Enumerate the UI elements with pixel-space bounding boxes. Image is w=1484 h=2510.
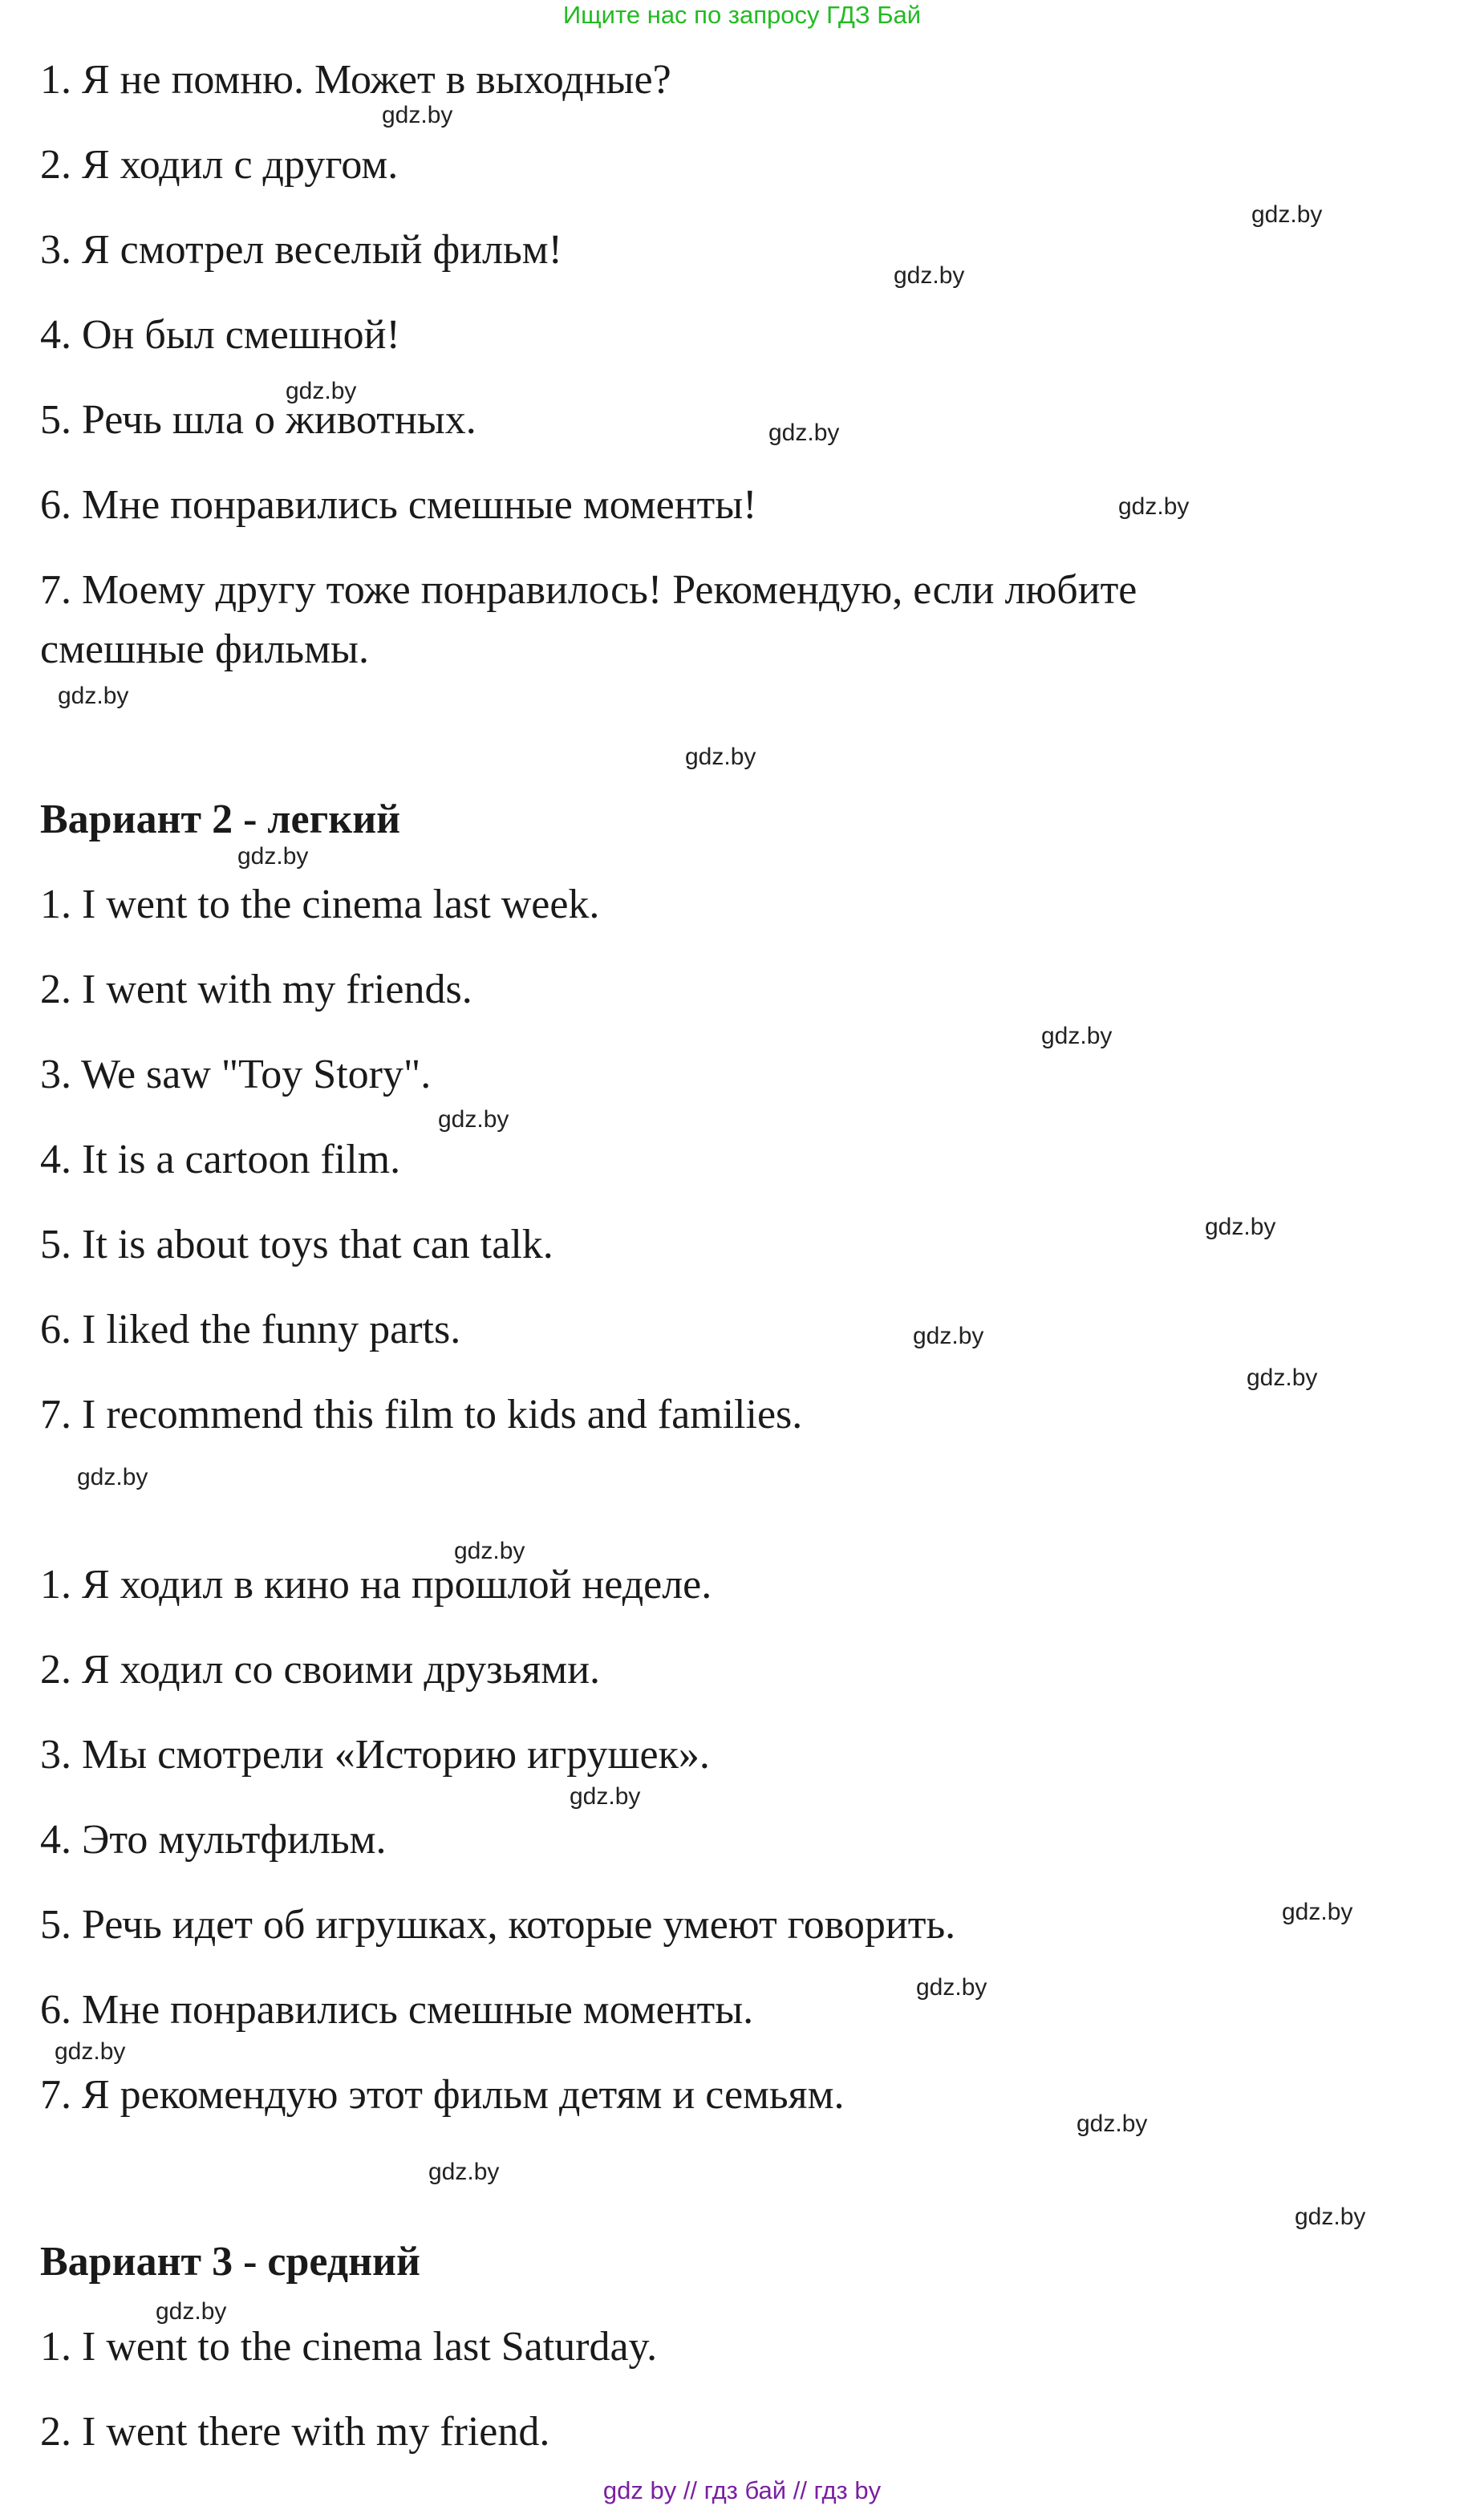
watermark: gdz.by [438,1106,509,1133]
watermark: gdz.by [58,683,129,709]
watermark: gdz.by [1251,201,1323,228]
answer-line: 6. Мне понравились смешные моменты! [40,482,757,528]
answer-line: 7. I recommend this film to kids and families. [40,1392,803,1437]
watermark: gdz.by [156,2298,227,2325]
watermark: gdz.by [916,1974,987,2001]
answer-line: 3. Я смотрел веселый фильм! [40,227,562,273]
watermark: gdz.by [77,1464,148,1490]
watermark: gdz.by [570,1783,641,1810]
watermark: gdz.by [1077,2111,1148,2137]
watermark: gdz.by [768,420,840,446]
answer-line: 5. Речь шла о животных. [40,397,476,443]
answer-line: 2. Я ходил с другом. [40,142,399,188]
watermark: gdz.by [454,1538,525,1564]
answer-line: 6. Мне понравились смешные моменты. [40,1987,754,2033]
answer-line: 3. Мы смотрели «Историю игрушек». [40,1732,710,1778]
variant-3-heading: Вариант 3 - средний [40,2239,420,2285]
watermark: gdz.by [894,262,965,289]
answer-line: 5. It is about toys that can talk. [40,1222,553,1267]
answer-line: 6. I liked the funny parts. [40,1307,461,1352]
top-banner: Ищите нас по запросу ГДЗ Бай [562,1,922,29]
watermark: gdz.by [237,843,309,870]
answer-line: 1. I went to the cinema last week. [40,882,600,927]
answer-line: 1. I went to the cinema last Saturday. [40,2324,658,2370]
answer-line: 4. It is a cartoon film. [40,1137,401,1182]
answer-line: 1. Я не помню. Может в выходные? [40,57,671,103]
answer-line: 4. Он был смешной! [40,312,400,358]
watermark: gdz.by [382,102,453,128]
answer-line: 7. Моему другу тоже понравилось! Рекомендую, если любите [40,567,1137,613]
answer-line: 5. Речь идет об игрушках, которые умеют говорить. [40,1902,956,1948]
watermark: gdz.by [1247,1364,1318,1391]
footer-watermark: gdz by // гдз бай // гдз by [602,2476,882,2504]
watermark: gdz.by [1205,1214,1276,1240]
answer-line: 2. I went there with my friend. [40,2409,550,2455]
watermark: gdz.by [685,744,756,770]
answer-line: 2. I went with my friends. [40,967,472,1012]
answer-line: 3. We saw "Toy Story". [40,1052,432,1097]
watermark: gdz.by [1041,1023,1113,1049]
watermark: gdz.by [913,1323,984,1349]
answer-line: 7. Я рекомендую этот фильм детям и семьям. [40,2072,845,2118]
watermark: gdz.by [1295,2204,1366,2230]
watermark: gdz.by [428,2159,500,2185]
variant-2-heading: Вариант 2 - легкий [40,797,401,842]
answer-line: 1. Я ходил в кино на прошлой неделе. [40,1562,712,1608]
answer-line: 2. Я ходил со своими друзьями. [40,1647,601,1693]
watermark: gdz.by [286,378,357,404]
watermark: gdz.by [1118,493,1190,520]
watermark: gdz.by [55,2038,126,2065]
answer-line: 4. Это мультфильм. [40,1817,387,1863]
answer-line: смешные фильмы. [40,626,369,672]
watermark: gdz.by [1282,1899,1353,1925]
